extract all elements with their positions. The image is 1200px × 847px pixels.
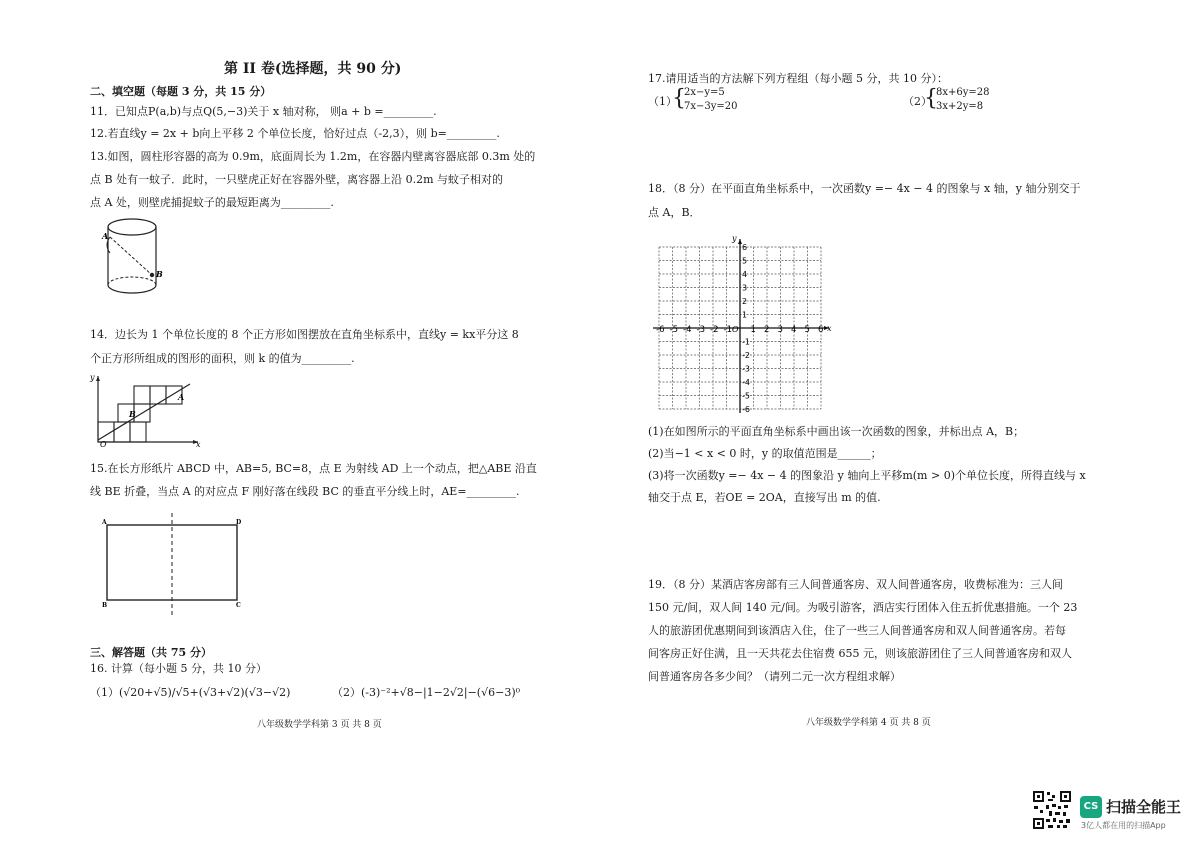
rect-label-d: D — [236, 519, 242, 526]
x-tick-label: -1 — [723, 325, 732, 335]
x-tick-label: 5 — [804, 325, 810, 335]
footer-page-4: 八年级数学学科第 4 页 共 8 页 — [806, 718, 931, 728]
question-16-part2: （2）(-3)⁻²+√8−|1−2√2|−(√6−3)⁰ — [332, 686, 521, 699]
question-17-part2-label: （2） — [903, 95, 932, 108]
brace-2: { — [924, 86, 938, 111]
section-answer-heading: 三、解答题（共 75 分） — [90, 646, 212, 659]
question-17-part2-eq1: 8x+6y=28 — [936, 87, 990, 98]
y-tick-label: 2 — [742, 297, 748, 306]
y-tick-label: 6 — [742, 243, 748, 252]
y-tick-label: 4 — [742, 270, 748, 279]
y-tick-label: 3 — [742, 283, 748, 293]
question-11: 11．已知点P(a,b)与点Q(5,−3)关于 x 轴对称， 则a + b =_________. — [90, 105, 437, 118]
question-19-line5: 间普通客房各多少间？（请列二元一次方程组求解） — [648, 670, 901, 683]
question-18-part2: (2)当−1 < x < 0 时，y 的取值范围是______； — [648, 447, 882, 460]
y-tick-label: -6 — [742, 405, 750, 414]
brace-1: { — [672, 86, 686, 111]
question-18-part3-line1: (3)将一次函数y =− 4x − 4 的图象沿 y 轴向上平移m(m > 0)个单位长度，所得直线与 x — [648, 469, 1086, 482]
grid-x-label: x — [827, 324, 832, 333]
question-14-line1: 14．边长为 1 个单位长度的 8 个正方形如图摆放在直角坐标系中，直线y = kx平分这 8 — [90, 328, 519, 341]
coordinate-grid — [650, 234, 840, 414]
right-page — [600, 0, 1200, 847]
question-17-part2-eq2: 3x+2y=8 — [936, 101, 984, 112]
qr-code-icon — [1032, 790, 1072, 830]
x-tick-label: 1 — [750, 325, 756, 335]
question-15-line2: 线 BE 折叠，当点 A 的对应点 F 刚好落在线段 BC 的垂直平分线上时，AE=_________. — [90, 485, 520, 498]
squares-origin-label: O — [100, 440, 107, 449]
question-19-line4: 间客房正好住满，且一天共花去住宿费 655 元，则该旅游团住了三人间普通客房和双人 — [648, 647, 1072, 660]
x-tick-label: -6 — [656, 325, 665, 335]
camscanner-logo-icon: CS — [1080, 796, 1102, 818]
question-15-line1: 15.在长方形纸片 ABCD 中，AB=5, BC=8，点 E 为射线 AD 上一个动点，把△ABE 沿直 — [90, 462, 537, 475]
rect-label-a: A — [102, 519, 107, 526]
question-13-line1: 13.如图，圆柱形容器的高为 0.9m，底面周长为 1.2m，在容器内壁离容器底部 0.3m 处的 — [90, 150, 536, 163]
question-16-part1: （1）(√20+√5)/√5+(√3+√2)(√3−√2) — [90, 686, 291, 699]
x-tick-label: -4 — [683, 325, 692, 335]
y-tick-label: -2 — [742, 351, 750, 360]
y-tick-label: -4 — [742, 378, 750, 387]
question-19-line1: 19．（8 分）某酒店客房部有三人间普通客房、双人间普通客房，收费标准为：三人间 — [648, 578, 1063, 591]
squares-figure — [88, 372, 203, 447]
question-17-part1-label: （1） — [648, 95, 677, 108]
footer-page-3: 八年级数学学科第 3 页 共 8 页 — [257, 720, 382, 730]
question-18-line1: 18．（8 分）在平面直角坐标系中，一次函数y =− 4x − 4 的图象与 x 轴，y 轴分别交于 — [648, 182, 1081, 195]
rectangle-figure — [100, 513, 250, 618]
x-tick-label: -5 — [669, 325, 678, 335]
x-tick-label: 2 — [764, 325, 770, 335]
squares-y-label: y — [90, 373, 95, 382]
section-fill-blank-heading: 二、填空题（每题 3 分，共 15 分） — [90, 85, 272, 98]
camscanner-tagline: 3亿人都在用的扫描App — [1081, 821, 1166, 830]
cylinder-figure — [100, 215, 170, 300]
x-tick-label: 4 — [791, 325, 797, 335]
question-13-line3: 点 A 处，则壁虎捕捉蚊子的最短距离为_________. — [90, 196, 334, 209]
question-17: 17.请用适当的方法解下列方程组（每小题 5 分，共 10 分）： — [648, 72, 948, 85]
x-tick-label: -2 — [710, 325, 719, 335]
question-12: 12.若直线y = 2x + b向上平移 2 个单位长度，恰好过点（-2,3），则 b=_________. — [90, 127, 500, 140]
grid-axes — [653, 239, 829, 413]
question-19-line3: 人的旅游团优惠期间到该酒店入住，住了一些三人间普通客房和双人间普通客房。若每 — [648, 624, 1066, 637]
y-tick-label: -3 — [742, 364, 750, 374]
rect-label-c: C — [236, 602, 241, 609]
question-13-line2: 点 B 处有一蚊子．此时，一只壁虎正好在容器外壁，离容器上沿 0.2m 与蚊子相对的 — [90, 173, 503, 186]
squares-x-label: x — [196, 440, 201, 449]
x-tick-label: -3 — [696, 325, 705, 335]
grid-origin-label: O — [732, 325, 739, 334]
squares-point-b: B — [129, 409, 136, 419]
question-18-part1: (1)在如图所示的平面直角坐标系中画出该一次函数的图象，并标出点 A，B； — [648, 425, 1025, 438]
question-19-line2: 150 元/间，双人间 140 元/间。为吸引游客，酒店实行团体入住五折优惠措施。一个 23 — [648, 601, 1078, 614]
squares-point-a: A — [178, 392, 185, 402]
cylinder-label-b: B — [156, 269, 163, 279]
camscanner-name: 扫描全能王 — [1106, 798, 1182, 816]
question-17-part1-eq2: 7x−3y=20 — [684, 101, 738, 112]
y-tick-label: -1 — [742, 337, 750, 347]
y-tick-label: 5 — [742, 256, 748, 266]
question-18-part3-line2: 轴交于点 E，若OE = 2OA，直接写出 m 的值. — [648, 491, 881, 504]
question-17-part1-eq1: 2x−y=5 — [684, 87, 725, 98]
grid-y-label: y — [732, 234, 737, 243]
question-14-line2: 个正方形所组成的图形的面积，则 k 的值为_________. — [90, 352, 355, 365]
cylinder-label-a: A — [102, 231, 109, 241]
x-tick-label: 6 — [818, 325, 824, 335]
section-title: 第 II 卷(选择题，共 90 分) — [224, 61, 402, 77]
x-tick-label: 3 — [777, 325, 783, 335]
y-tick-label: -5 — [742, 391, 750, 401]
rect-label-b: B — [102, 602, 108, 609]
question-18-line2: 点 A，B． — [648, 206, 701, 219]
y-tick-label: 1 — [742, 310, 748, 320]
question-16: 16. 计算（每小题 5 分，共 10 分） — [90, 662, 267, 675]
